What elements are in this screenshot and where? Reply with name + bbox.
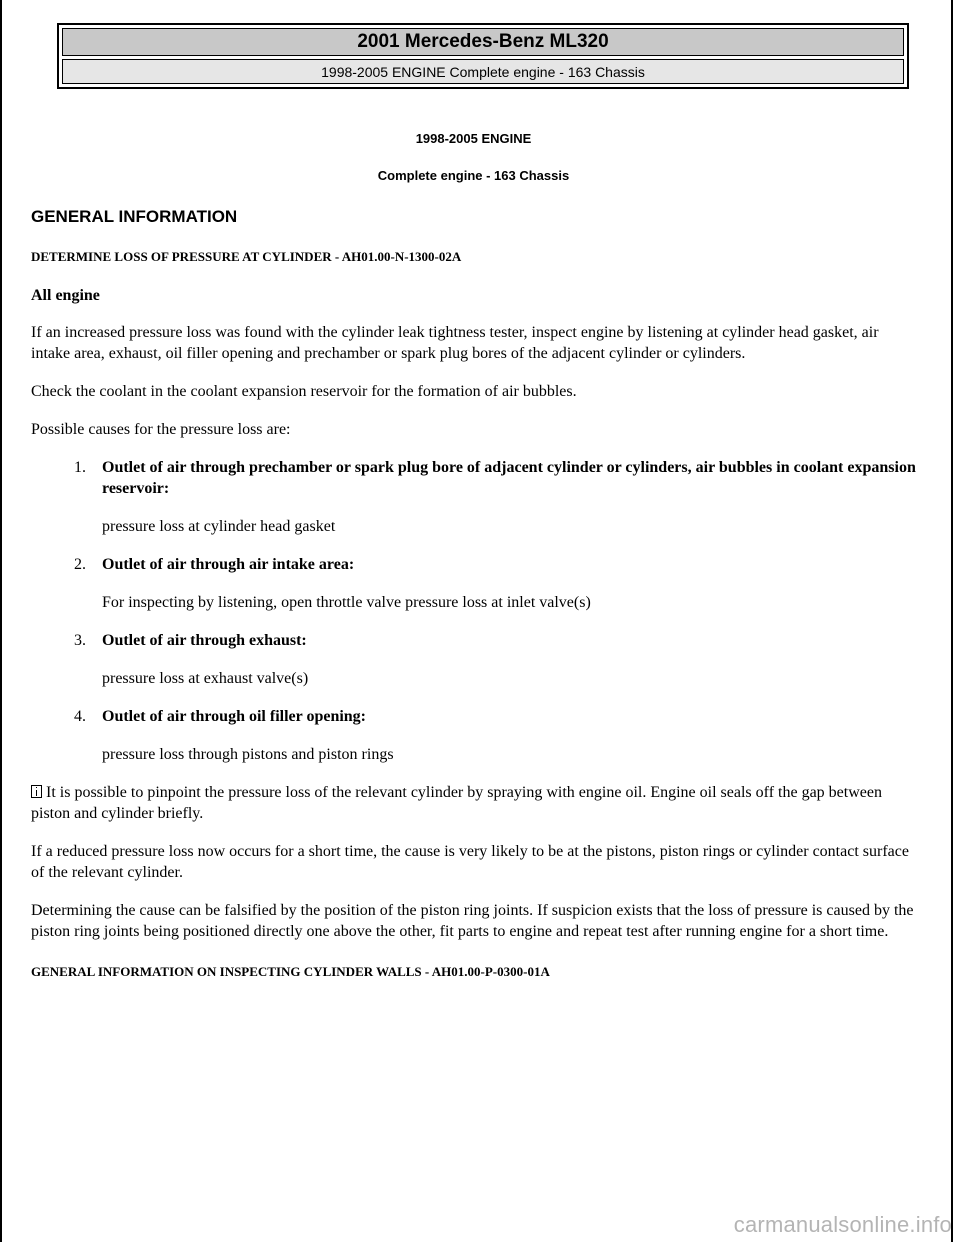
step-detail: pressure loss through pistons and piston rings <box>102 746 394 763</box>
paragraph-intro: If an increased pressure loss was found with the cylinder leak tightness tester, inspect engine by listening at cylinder head gasket, air intake area, exhaust, oil filler opening and prechamber or spark plug bores of the adjacent cylinder or cylinders. <box>31 324 879 362</box>
document-header <box>57 23 909 89</box>
note-text: It is possible to pinpoint the pressure loss of the relevant cylinder by spraying with engine oil. Engine oil seals off the gap between piston and cylinder briefly. <box>31 784 882 822</box>
header-title: 2001 Mercedes-Benz ML320 <box>62 28 904 56</box>
document-heading-chassis: Complete engine - 163 Chassis <box>377 168 570 183</box>
document-body <box>31 123 916 980</box>
list-item <box>31 706 916 765</box>
procedure-title: DETERMINE LOSS OF PRESSURE AT CYLINDER - AH01.00-N-1300-02A <box>31 249 462 264</box>
step-detail: For inspecting by listening, open throttle valve pressure loss at inlet valve(s) <box>102 594 591 611</box>
paragraph-possible-causes: Possible causes for the pressure loss are: <box>31 421 291 438</box>
list-item <box>31 630 916 689</box>
applicability-heading: All engine <box>31 287 100 304</box>
section-title: GENERAL INFORMATION <box>31 207 238 226</box>
step-number: 2. <box>74 556 86 573</box>
info-icon <box>31 785 42 798</box>
step-title: Outlet of air through prechamber or spark plug bore of adjacent cylinder or cylinders, air bubbles in coolant expansion reservoir: <box>102 459 916 497</box>
paragraph-reduced-loss: If a reduced pressure loss now occurs for a short time, the cause is very likely to be at the pistons, piston rings or cylinder contact surface of the relevant cylinder. <box>31 843 909 881</box>
list-item <box>31 457 916 537</box>
document-heading-engine: 1998-2005 ENGINE <box>415 131 532 146</box>
step-title: Outlet of air through air intake area: <box>102 556 355 573</box>
step-title: Outlet of air through oil filler opening: <box>102 708 367 725</box>
step-title: Outlet of air through exhaust: <box>102 632 307 649</box>
paragraph-ring-joints: Determining the cause can be falsified by the position of the piston ring joints. If suspicion exists that the loss of pressure is caused by the piston ring joints being positioned directly one above the other, fit parts to engine and repeat test after running engine for a short time. <box>31 902 914 940</box>
step-detail: pressure loss at exhaust valve(s) <box>102 670 309 687</box>
step-detail: pressure loss at cylinder head gasket <box>102 518 336 535</box>
step-number: 4. <box>74 708 86 725</box>
step-number: 1. <box>74 459 86 476</box>
cause-list <box>31 457 916 765</box>
next-procedure-title: GENERAL INFORMATION ON INSPECTING CYLINDER WALLS - AH01.00-P-0300-01A <box>31 964 550 979</box>
list-item <box>31 554 916 613</box>
paragraph-coolant-check: Check the coolant in the coolant expansion reservoir for the formation of air bubbles. <box>31 383 577 400</box>
step-number: 3. <box>74 632 86 649</box>
watermark: carmanualsonline.info <box>733 1212 952 1237</box>
note-paragraph <box>31 782 916 824</box>
header-subtitle: 1998-2005 ENGINE Complete engine - 163 Chassis <box>62 59 904 84</box>
